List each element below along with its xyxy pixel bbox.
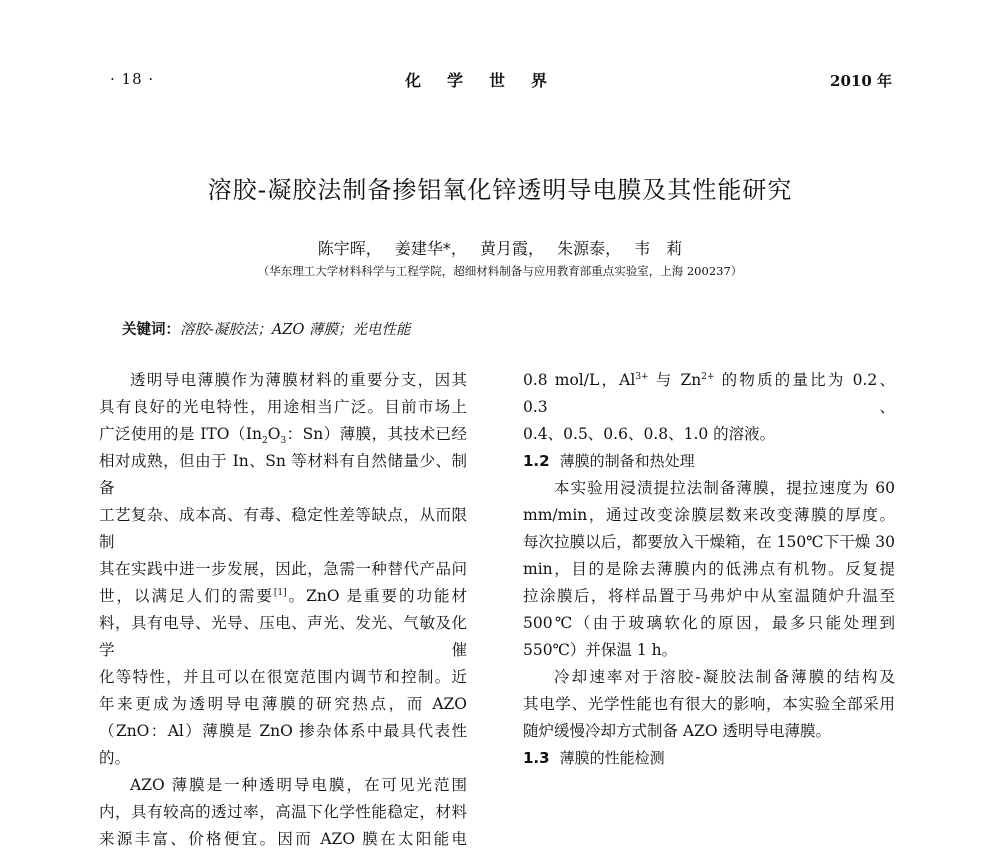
keywords-value: 溶胶-凝胶法；AZO 薄膜；光电性能	[180, 322, 411, 338]
body-line: 冷却速率对于溶胶-凝胶法制备薄膜的结构及	[554, 668, 895, 686]
keywords	[122, 318, 410, 339]
body-line: 来源丰富、价格便宜。因而 AZO 膜在太阳能电	[99, 830, 467, 848]
page-number: · 18 ·	[110, 70, 155, 88]
keywords-label: 关键词：	[122, 322, 180, 338]
section-heading-1-3: 1.3 薄膜的性能检测	[523, 749, 665, 767]
body-line: AZO 薄膜是一种透明导电膜，在可见光范围	[130, 776, 467, 794]
body-line: 本实验用浸渍提拉法制备薄膜，提拉速度为 60	[554, 479, 895, 497]
affiliation: （华东理工大学材料科学与工程学院，超细材料制备与应用教育部重点实验室，上海 200237）	[257, 264, 743, 278]
body-line: 0.8 mol/L，$Al^{3+}$ 与 $Zn^{2+}$ 的物质的量比为 0.2、0.3、	[523, 371, 895, 416]
running-header	[0, 70, 1000, 100]
body-line: 世，以满足人们的需要[1]。ZnO 是重要的功能材	[99, 587, 467, 605]
body-line: 每次拉膜以后，都要放入干燥箱，在 150℃下干燥 30	[523, 533, 895, 551]
body-line: mm/min，通过改变涂膜层数来改变薄膜的厚度。	[523, 506, 895, 524]
body-line: min，目的是除去薄膜内的低沸点有机物。反复提	[523, 560, 895, 578]
author-list	[0, 236, 1000, 259]
body-line: （ZnO：Al）薄膜是 ZnO 掺杂体系中最具代表性的。	[99, 722, 467, 767]
body-line: 随炉缓慢冷却方式制备 AZO 透明导电薄膜。	[523, 722, 832, 740]
section-heading-1-2: 1.2 薄膜的制备和热处理	[523, 452, 695, 470]
body-line: 其在实践中进一步发展，因此，急需一种替代产品问	[99, 560, 467, 578]
body-line: 料，具有电导、光导、压电、声光、发光、气敏及化学催	[99, 614, 467, 659]
body-line: 年来更成为透明导电薄膜的研究热点，而 AZO	[99, 695, 467, 713]
body-line: 相对成熟，但由于 In、Sn 等材料有自然储量少、制备	[99, 452, 467, 497]
body-line: 其电学、光学性能也有很大的影响，本实验全部采用	[523, 695, 895, 713]
body-line: 内，具有较高的透过率，高温下化学性能稳定，材料	[99, 803, 467, 821]
publication-year: 2010 年	[830, 72, 892, 90]
author: 韦 莉	[634, 239, 683, 258]
body-line: 透明导电薄膜作为薄膜材料的重要分支，因其	[130, 371, 467, 389]
body-line: 0.4、0.5、0.6、0.8、1.0 的溶液。	[523, 425, 776, 443]
journal-name: 化学世界	[405, 71, 574, 90]
author: 黄月霞，	[479, 239, 544, 258]
body-line: 工艺复杂、成本高、有毒、稳定性差等缺点，从而限制	[99, 506, 467, 551]
body-line: 550℃）并保温 1 h。	[523, 641, 678, 659]
left-column	[99, 367, 467, 853]
body-line: 具有良好的光电特性，用途相当广泛。目前市场上	[99, 398, 467, 416]
body-line: 拉涂膜后，将样品置于马弗炉中从室温随炉升温至	[523, 587, 895, 605]
article-title: 溶胶-凝胶法制备掺铝氧化锌透明导电膜及其性能研究	[207, 176, 793, 204]
body-line: 化等特性，并且可以在很宽范围内调节和控制。近	[99, 668, 467, 686]
body-line: 广泛使用的是 $ITO(In_2O_3$：Sn）薄膜，其技术已经	[99, 425, 467, 447]
author: 姜建华*，	[394, 239, 467, 258]
body-line: 500℃（由于玻璃软化的原因，最多只能处理到	[523, 614, 895, 632]
right-column	[523, 367, 895, 772]
citation-ref[interactable]: [1]	[273, 587, 287, 598]
author: 陈宇晖，	[317, 239, 382, 258]
author: 朱源泰，	[557, 239, 622, 258]
